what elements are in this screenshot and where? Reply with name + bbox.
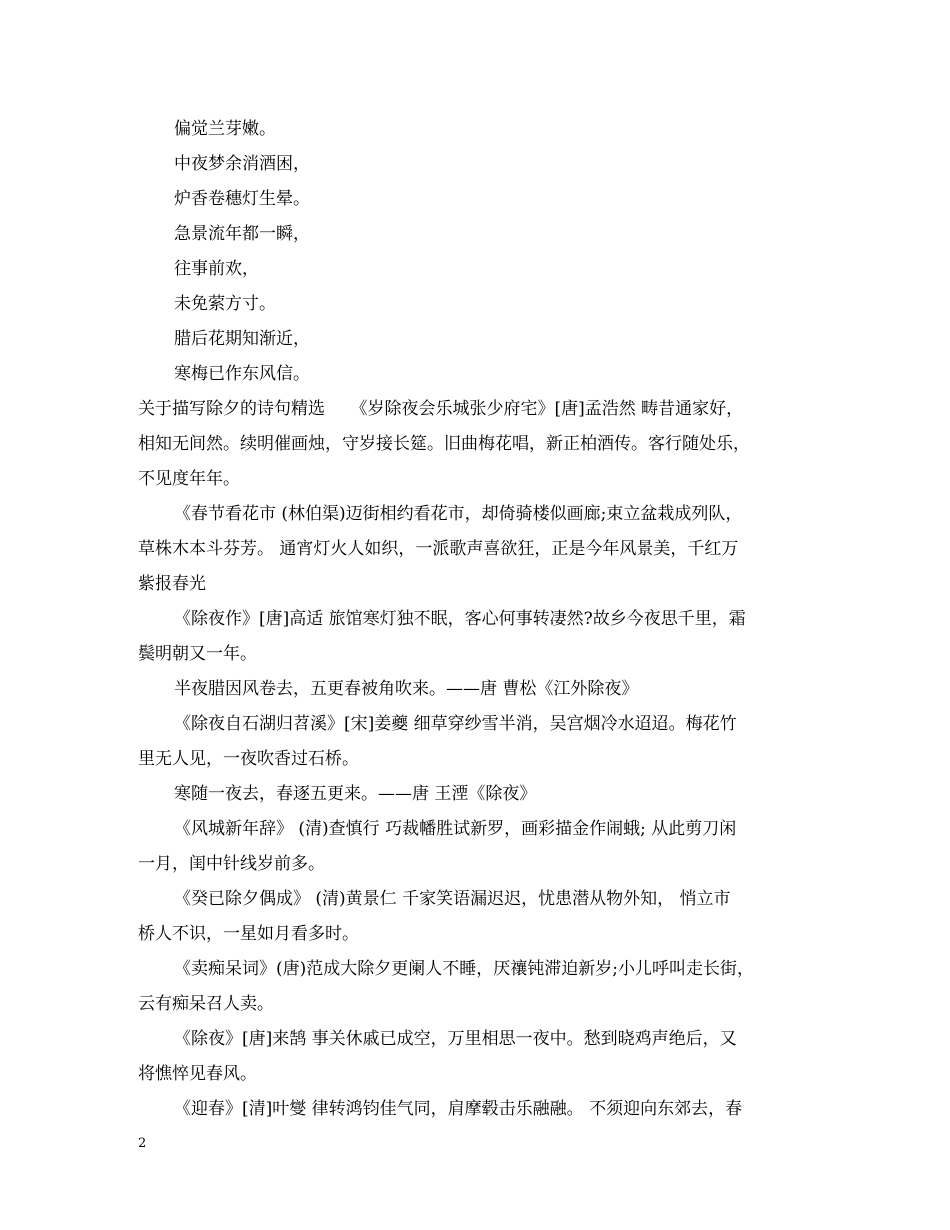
text-line: 草株木本斗芬芳。 通宵灯火人如织，一派歌声喜欲狂，正是今年风景美，千红万: [138, 539, 739, 559]
text-line: 将憔悴见春风。: [138, 1064, 257, 1084]
text-line: 桥人不识，一星如月看多时。: [138, 924, 359, 944]
text-line: 云有痴呆召人卖。: [138, 994, 274, 1014]
document-body: [138, 112, 828, 1127]
text-line: 炉香卷穗灯生晕。: [174, 189, 310, 209]
text-line: 《卖痴呆词》(唐)范成大除夕更阑人不睡，厌禳钝滞迫新岁;小儿呼叫走长街，: [174, 959, 754, 979]
text-line: 偏觉兰芽嫩。: [174, 119, 276, 139]
text-line: 急景流年都一瞬，: [174, 224, 310, 244]
text-line: 一月，闺中针线岁前多。: [138, 854, 325, 874]
text-line: 《癸已除夕偶成》 (清)黄景仁 千家笑语漏迟迟，忧患潜从物外知， 悄立市: [174, 889, 731, 909]
text-line: 半夜腊因风卷去，五更春被角吹来。——唐 曹松《江外除夜》: [174, 679, 639, 699]
text-line: 寒随一夜去，春逐五更来。——唐 王湮《除夜》: [174, 784, 537, 804]
text-line: 《除夜》[唐]来鹄 事关休戚已成空，万里相思一夜中。愁到晓鸡声绝后，又: [174, 1029, 737, 1049]
page-number: 2: [138, 1136, 147, 1151]
text-line: 相知无间然。续明催画烛，守岁接长筵。旧曲梅花唱，新正柏酒传。客行随处乐，: [138, 434, 750, 454]
text-line: 不见度年年。: [138, 469, 240, 489]
text-line: 《除夜作》[唐]高适 旅馆寒灯独不眠，客心何事转凄然?故乡今夜思千里，霜: [174, 609, 746, 629]
text-line: 中夜梦余消酒困，: [174, 154, 310, 174]
text-line: 《迎春》[清]叶燮 律转鸿钧佳气同，肩摩毂击乐融融。 不须迎向东郊去，春: [174, 1099, 743, 1119]
text-line: 《春节看花市 (林伯渠)迈街相约看花市，却倚骑楼似画廊;束立盆栽成列队，: [174, 504, 743, 524]
text-line: 往事前欢，: [174, 259, 259, 279]
text-line: 未免萦方寸。: [174, 294, 276, 314]
text-line: 《风城新年辞》 (清)查慎行 巧裁幡胜试新罗，画彩描金作闹蛾; 从此剪刀闲: [174, 819, 737, 839]
text-line: 紫报春光: [138, 574, 206, 594]
text-line: 里无人见，一夜吹香过石桥。: [138, 749, 359, 769]
text-line: 《除夜自石湖归苕溪》[宋]姜夔 细草穿纱雪半消，吴宫烟冷水迢迢。梅花竹: [174, 714, 737, 734]
text-line: 寒梅已作东风信。: [174, 364, 310, 384]
text-line: 腊后花期知渐近，: [174, 329, 310, 349]
text-line: 关于描写除夕的诗句精选 《岁除夜会乐城张少府宅》[唐]孟浩然 畴昔通家好，: [138, 399, 744, 419]
text-line: 鬓明朝又一年。: [138, 644, 257, 664]
